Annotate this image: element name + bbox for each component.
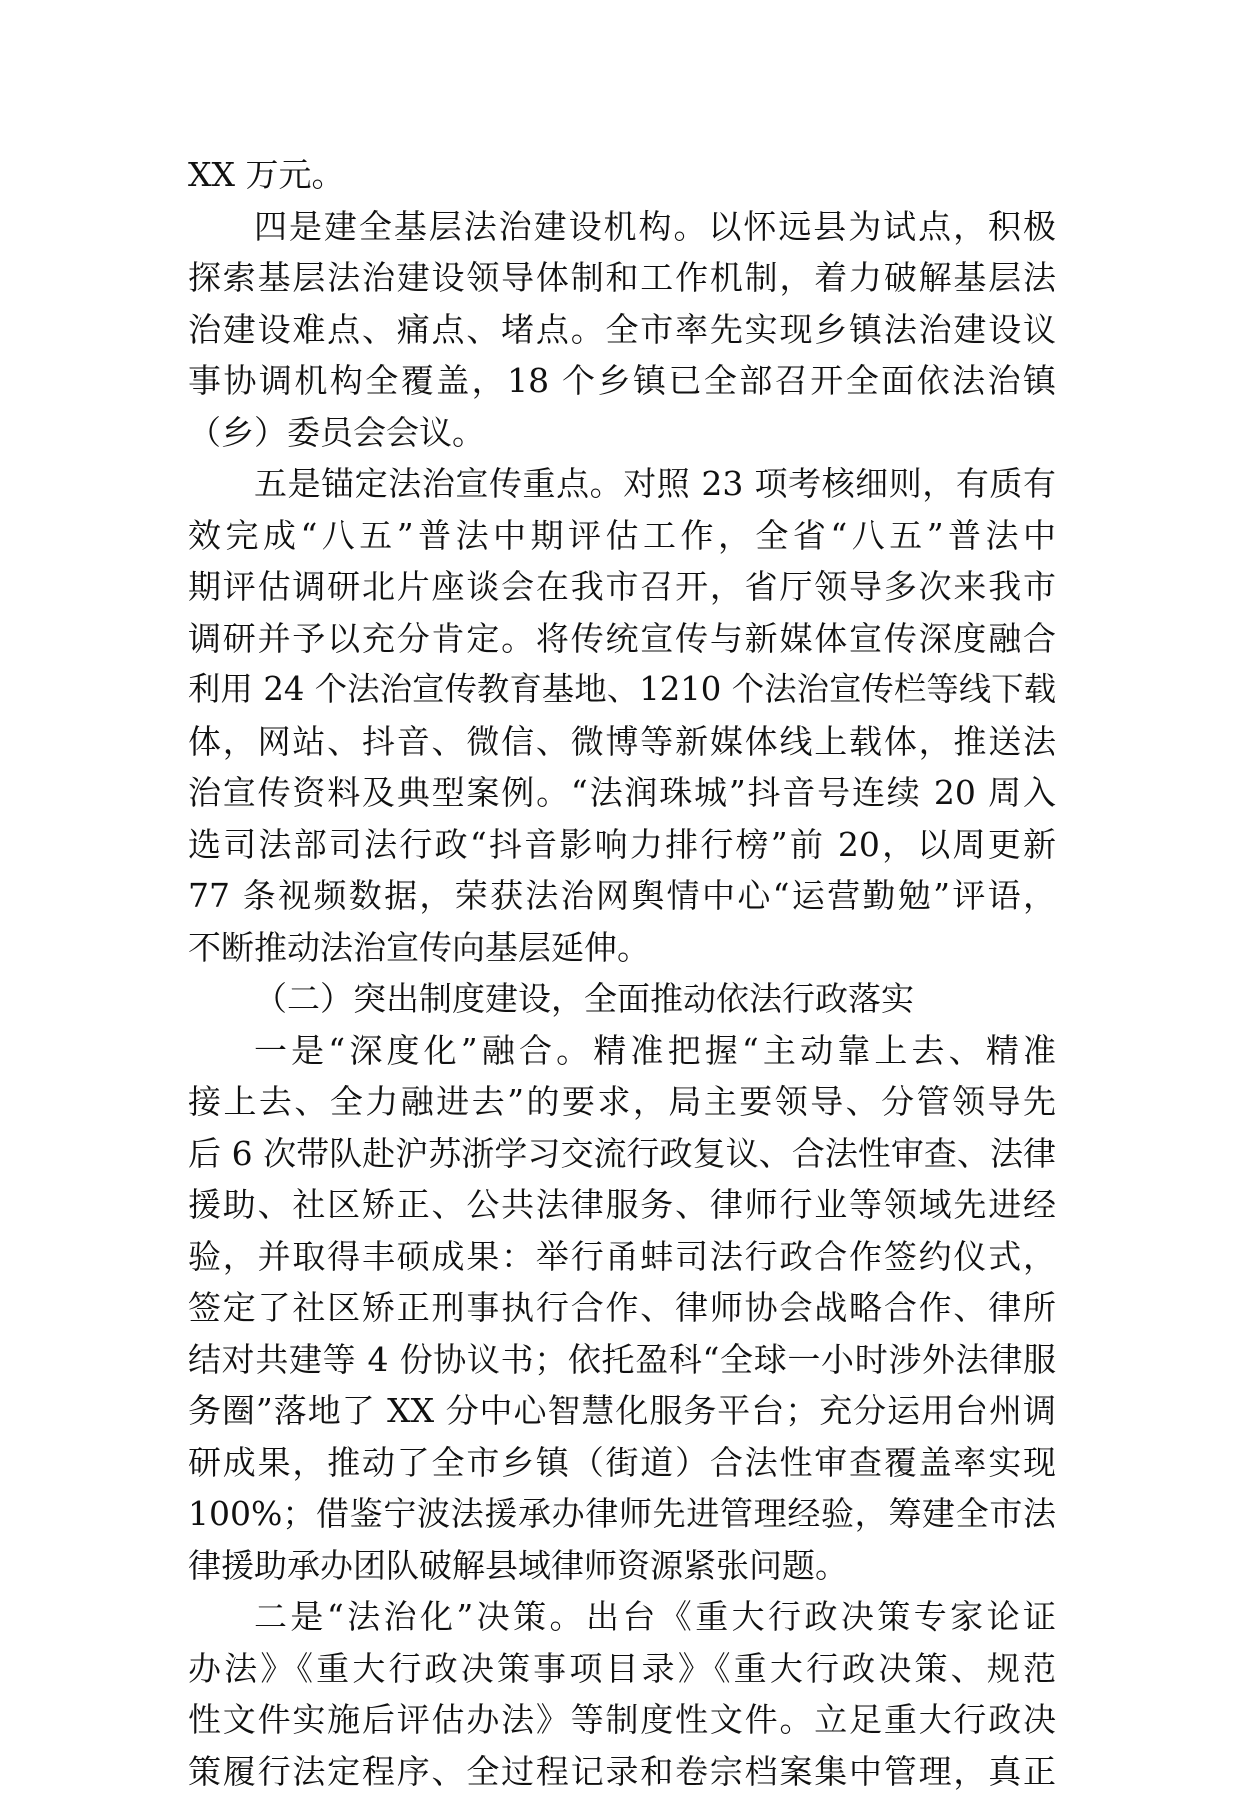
text-line: 体，网站、抖音、微信、微博等新媒体线上载体，推送法: [188, 716, 1056, 768]
text-line: 探索基层法治建设领导体制和工作机制，着力破解基层法: [188, 252, 1056, 304]
text-line: 二是“法治化”决策。出台《重大行政决策专家论证: [188, 1591, 1056, 1643]
text-line: 办法》《重大行政决策事项目录》《重大行政决策、规范: [188, 1643, 1056, 1695]
text-line: 验，并取得丰硕成果：举行甬蚌司法行政合作签约仪式，: [188, 1231, 1056, 1283]
text-line: 治宣传资料及典型案例。“法润珠城”抖音号连续 20 周入: [188, 767, 1056, 819]
text-line: 研成果，推动了全市乡镇（街道）合法性审查覆盖率实现: [188, 1437, 1056, 1489]
text-line: 调研并予以充分肯定。将传统宣传与新媒体宣传深度融合: [188, 613, 1056, 665]
text-line: 选司法部司法行政“抖音影响力排行榜”前 20，以周更新: [188, 819, 1056, 871]
text-line: 四是建全基层法治建设机构。以怀远县为试点，积极: [188, 201, 1056, 253]
text-line: 期评估调研北片座谈会在我市召开，省厅领导多次来我市: [188, 561, 1056, 613]
text-line: 事协调机构全覆盖，18 个乡镇已全部召开全面依法治镇: [188, 355, 1056, 407]
text-line: 五是锚定法治宣传重点。对照 23 项考核细则，有质有: [188, 458, 1056, 510]
text-line: 律援助承办团队破解县域律师资源紧张问题。: [188, 1540, 1056, 1592]
text-line: 接上去、全力融进去”的要求，局主要领导、分管领导先: [188, 1076, 1056, 1128]
text-line: 性文件实施后评估办法》等制度性文件。立足重大行政决: [188, 1694, 1056, 1746]
text-line: 100%；借鉴宁波法援承办律师先进管理经验，筹建全市法: [188, 1488, 1056, 1540]
text-line: 不断推动法治宣传向基层延伸。: [188, 922, 1056, 974]
text-line: 后 6 次带队赴沪苏浙学习交流行政复议、合法性审查、法律: [188, 1128, 1056, 1180]
section-heading: （二）突出制度建设，全面推动依法行政落实: [188, 973, 1056, 1025]
text-line: 一是“深度化”融合。精准把握“主动靠上去、精准: [188, 1025, 1056, 1077]
text-line: 援助、社区矫正、公共法律服务、律师行业等领域先进经: [188, 1179, 1056, 1231]
text-line: 务圈”落地了 XX 分中心智慧化服务平台；充分运用台州调: [188, 1385, 1056, 1437]
body-text: [188, 149, 1056, 1797]
text-line: XX 万元。: [188, 149, 1056, 201]
text-line: 治建设难点、痛点、堵点。全市率先实现乡镇法治建设议: [188, 304, 1056, 356]
text-line: 77 条视频数据，荣获法治网舆情中心“运营勤勉”评语，: [188, 870, 1056, 922]
text-line: 签定了社区矫正刑事执行合作、律师协会战略合作、律所: [188, 1282, 1056, 1334]
text-line: 结对共建等 4 份协议书；依托盈科“全球一小时涉外法律服: [188, 1334, 1056, 1386]
text-line: （乡）委员会会议。: [188, 407, 1056, 459]
text-line: 效完成“八五”普法中期评估工作，全省“八五”普法中: [188, 510, 1056, 562]
text-line: 利用 24 个法治宣传教育基地、1210 个法治宣传栏等线下载: [188, 664, 1056, 716]
text-line: 策履行法定程序、全过程记录和卷宗档案集中管理，真正: [188, 1746, 1056, 1797]
